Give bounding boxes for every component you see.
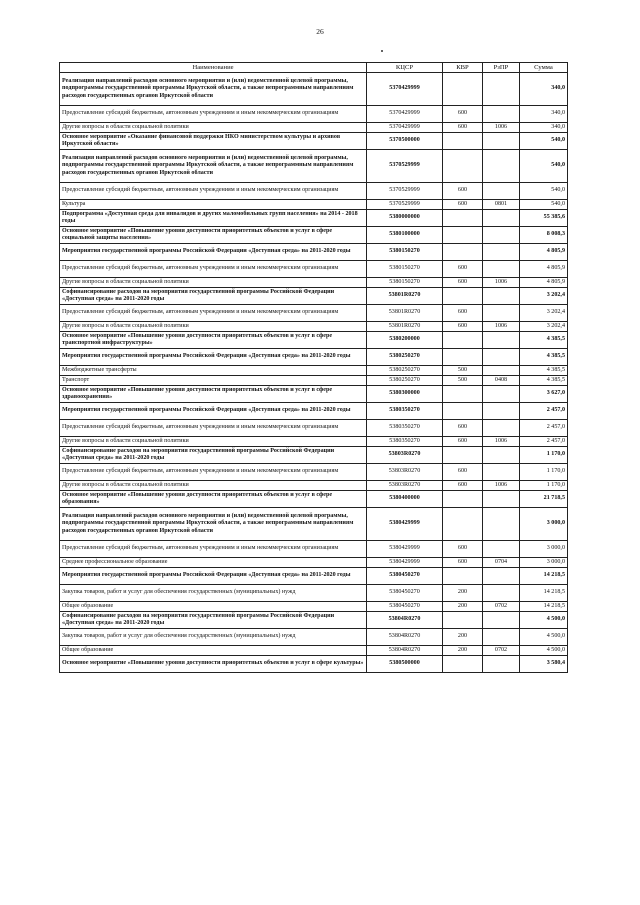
row-kcsr: 5380500000 <box>367 656 443 673</box>
row-name: Среднее профессиональное образование <box>60 558 367 568</box>
table-row <box>60 376 568 386</box>
row-rzpr <box>483 305 520 322</box>
row-name: Мероприятия государственной программы Российской Федерации «Доступная среда» на 2011-2020 годы <box>60 403 367 420</box>
row-kcsr: 5380250270 <box>367 376 443 386</box>
row-kcsr: 5380150270 <box>367 261 443 278</box>
row-name: Реализация направлений расходов основного мероприятия и (или) ведомственной целевой программы, подпрограммы государственной программы Иркутской области, а также непрограммным направлениям расходов государственных органов Иркутской области <box>60 508 367 541</box>
table-row <box>60 386 568 403</box>
row-kcsr: 53801R0270 <box>367 288 443 305</box>
row-kcsr: 5370429999 <box>367 123 443 133</box>
row-name: Закупка товаров, работ и услуг для обеспечения государственных (муниципальных) нужд <box>60 629 367 646</box>
table-row <box>60 133 568 150</box>
row-name: Софинансирование расходов на мероприятия государственной программы Российской Федерации «Доступная среда» на 2011-2020 годы <box>60 612 367 629</box>
table-row <box>60 261 568 278</box>
table-row <box>60 403 568 420</box>
row-rzpr <box>483 386 520 403</box>
row-kvr <box>443 386 483 403</box>
row-sum: 3 202,4 <box>520 322 568 332</box>
row-kcsr: 5380429999 <box>367 541 443 558</box>
table-row <box>60 322 568 332</box>
row-sum: 340,0 <box>520 73 568 106</box>
header-kcsr: КЦСР <box>367 63 443 73</box>
row-kvr: 600 <box>443 322 483 332</box>
row-kcsr: 5370429999 <box>367 106 443 123</box>
row-sum: 3 202,4 <box>520 288 568 305</box>
row-rzpr <box>483 150 520 183</box>
row-kvr <box>443 150 483 183</box>
row-kcsr: 5380300000 <box>367 386 443 403</box>
row-kvr: 200 <box>443 629 483 646</box>
table-row <box>60 447 568 464</box>
table-body <box>60 73 568 673</box>
row-kvr <box>443 73 483 106</box>
row-rzpr: 1006 <box>483 481 520 491</box>
row-sum: 4 385,5 <box>520 349 568 366</box>
row-sum: 4 385,5 <box>520 366 568 376</box>
row-rzpr <box>483 568 520 585</box>
row-kvr: 600 <box>443 437 483 447</box>
table-row <box>60 183 568 200</box>
row-name: Мероприятия государственной программы Российской Федерации «Доступная среда» на 2011-2020 годы <box>60 568 367 585</box>
row-sum: 4 500,0 <box>520 629 568 646</box>
table-row <box>60 437 568 447</box>
row-rzpr: 0408 <box>483 376 520 386</box>
row-kvr: 600 <box>443 420 483 437</box>
table-row <box>60 305 568 322</box>
table-row <box>60 150 568 183</box>
row-sum: 3 000,0 <box>520 558 568 568</box>
row-name: Предоставление субсидий бюджетным, автономным учреждениям и иным некоммерческим организациям <box>60 420 367 437</box>
row-name: Предоставление субсидий бюджетным, автономным учреждениям и иным некоммерческим организациям <box>60 106 367 123</box>
row-rzpr: 0702 <box>483 602 520 612</box>
row-name: Мероприятия государственной программы Российской Федерации «Доступная среда» на 2011-2020 годы <box>60 244 367 261</box>
row-name: Мероприятия государственной программы Российской Федерации «Доступная среда» на 2011-2020 годы <box>60 349 367 366</box>
row-rzpr <box>483 349 520 366</box>
row-sum: 2 457,0 <box>520 437 568 447</box>
row-name: Закупка товаров, работ и услуг для обеспечения государственных (муниципальных) нужд <box>60 585 367 602</box>
header-rzpr: РзПР <box>483 63 520 73</box>
row-name: Софинансирование расходов на мероприятия государственной программы Российской Федерации «Доступная среда» на 2011-2020 годы <box>60 447 367 464</box>
row-kcsr: 5370429999 <box>367 73 443 106</box>
row-sum: 340,0 <box>520 123 568 133</box>
row-name: Предоставление субсидий бюджетным, автономным учреждениям и иным некоммерческим организациям <box>60 305 367 322</box>
row-kvr <box>443 403 483 420</box>
row-name: Софинансирование расходов на мероприятия государственной программы Российской Федерации «Доступная среда» на 2011-2020 годы <box>60 288 367 305</box>
table-row <box>60 210 568 227</box>
row-rzpr: 1006 <box>483 322 520 332</box>
row-name: Подпрограмма «Доступная среда для инвалидов и других маломобильных групп населения» на 2014 - 2018 годы <box>60 210 367 227</box>
table-row <box>60 349 568 366</box>
row-kcsr: 5380150270 <box>367 278 443 288</box>
table-row <box>60 612 568 629</box>
row-rzpr <box>483 656 520 673</box>
row-kcsr: 5380400000 <box>367 491 443 508</box>
row-kvr <box>443 656 483 673</box>
row-kcsr: 5370529999 <box>367 150 443 183</box>
row-rzpr <box>483 629 520 646</box>
row-name: Основное мероприятие «Повышение уровня доступности приоритетных объектов и услуг в сфере образования» <box>60 491 367 508</box>
row-kvr: 600 <box>443 464 483 481</box>
row-name: Другие вопросы в области социальной политики <box>60 437 367 447</box>
row-kvr <box>443 612 483 629</box>
table-row <box>60 288 568 305</box>
row-kvr: 600 <box>443 305 483 322</box>
row-sum: 340,0 <box>520 106 568 123</box>
row-kcsr: 5380450270 <box>367 602 443 612</box>
row-rzpr <box>483 244 520 261</box>
row-rzpr <box>483 73 520 106</box>
row-sum: 540,0 <box>520 133 568 150</box>
row-kcsr: 53804R0270 <box>367 646 443 656</box>
row-kvr: 600 <box>443 481 483 491</box>
row-kvr <box>443 491 483 508</box>
row-rzpr <box>483 288 520 305</box>
row-name: Общее образование <box>60 646 367 656</box>
row-kvr <box>443 568 483 585</box>
table-header <box>60 63 568 73</box>
row-kcsr: 5380350270 <box>367 437 443 447</box>
table-row <box>60 602 568 612</box>
row-kcsr: 53804R0270 <box>367 612 443 629</box>
row-sum: 1 170,0 <box>520 447 568 464</box>
row-kvr <box>443 133 483 150</box>
row-name: Другие вопросы в области социальной политики <box>60 481 367 491</box>
row-rzpr: 0801 <box>483 200 520 210</box>
page-number: 26 <box>316 27 324 36</box>
row-sum: 14 218,5 <box>520 602 568 612</box>
row-kvr: 200 <box>443 646 483 656</box>
row-name: Реализация направлений расходов основного мероприятия и (или) ведомственной целевой программы, подпрограммы государственной программы Иркутской области, а также непрограммным направлениям расходов государственных органов Иркутской области <box>60 150 367 183</box>
row-sum: 3 627,0 <box>520 386 568 403</box>
row-kvr: 600 <box>443 123 483 133</box>
row-sum: 2 457,0 <box>520 420 568 437</box>
row-kvr: 600 <box>443 541 483 558</box>
row-kvr: 200 <box>443 585 483 602</box>
table-row <box>60 656 568 673</box>
table-row <box>60 106 568 123</box>
row-sum: 4 385,5 <box>520 376 568 386</box>
header-sum: Сумма <box>520 63 568 73</box>
row-kvr <box>443 349 483 366</box>
row-sum: 540,0 <box>520 150 568 183</box>
table-row <box>60 646 568 656</box>
table-row <box>60 420 568 437</box>
row-kvr <box>443 508 483 541</box>
scan-speck <box>381 50 383 52</box>
row-sum: 3 000,0 <box>520 508 568 541</box>
header-kvr: КВР <box>443 63 483 73</box>
row-kcsr: 5380450270 <box>367 585 443 602</box>
row-sum: 14 218,5 <box>520 585 568 602</box>
row-kvr <box>443 210 483 227</box>
row-rzpr <box>483 541 520 558</box>
row-rzpr: 0704 <box>483 558 520 568</box>
table-row <box>60 332 568 349</box>
row-rzpr: 1006 <box>483 437 520 447</box>
row-kcsr: 5380250270 <box>367 366 443 376</box>
row-sum: 14 218,5 <box>520 568 568 585</box>
table-row <box>60 73 568 106</box>
table-row <box>60 568 568 585</box>
row-kvr: 200 <box>443 602 483 612</box>
row-rzpr <box>483 464 520 481</box>
row-kvr: 600 <box>443 278 483 288</box>
row-kvr: 500 <box>443 366 483 376</box>
row-sum: 540,0 <box>520 183 568 200</box>
row-rzpr: 0702 <box>483 646 520 656</box>
row-rzpr <box>483 183 520 200</box>
row-kcsr: 5380000000 <box>367 210 443 227</box>
row-name: Реализация направлений расходов основного мероприятия и (или) ведомственной целевой программы, подпрограммы государственной программы Иркутской области, а также непрограммным направлениям расходов государственных органов Иркутской области <box>60 73 367 106</box>
row-rzpr: 1006 <box>483 278 520 288</box>
row-kcsr: 5370500000 <box>367 133 443 150</box>
row-kcsr: 5380100000 <box>367 227 443 244</box>
table-row <box>60 200 568 210</box>
row-name: Межбюджетные трансферты <box>60 366 367 376</box>
row-sum: 1 170,0 <box>520 464 568 481</box>
row-rzpr <box>483 261 520 278</box>
row-name: Культура <box>60 200 367 210</box>
row-kvr <box>443 332 483 349</box>
row-sum: 3 580,4 <box>520 656 568 673</box>
table-row <box>60 366 568 376</box>
row-name: Основное мероприятие «Повышение уровня доступности приоритетных объектов и услуг в сфере транспортной инфраструктуры» <box>60 332 367 349</box>
budget-table <box>59 62 568 673</box>
row-rzpr <box>483 447 520 464</box>
row-rzpr <box>483 227 520 244</box>
table-row <box>60 558 568 568</box>
row-kcsr: 5370529999 <box>367 183 443 200</box>
row-name: Другие вопросы в области социальной политики <box>60 123 367 133</box>
row-sum: 3 000,0 <box>520 541 568 558</box>
row-kcsr: 5380350270 <box>367 420 443 437</box>
row-kvr <box>443 227 483 244</box>
row-sum: 4 500,0 <box>520 612 568 629</box>
row-name: Транспорт <box>60 376 367 386</box>
row-kcsr: 53801R0270 <box>367 305 443 322</box>
table-row <box>60 278 568 288</box>
row-name: Основное мероприятие «Повышение уровня доступности приоритетных объектов и услуг в сфере здравоохранения» <box>60 386 367 403</box>
header-row <box>60 63 568 73</box>
row-name: Основное мероприятие «Повышение уровня доступности приоритетных объектов и услуг в сфере культуры» <box>60 656 367 673</box>
row-kcsr: 5380450270 <box>367 568 443 585</box>
row-kvr: 500 <box>443 376 483 386</box>
row-name: Предоставление субсидий бюджетным, автономным учреждениям и иным некоммерческим организациям <box>60 261 367 278</box>
table-row <box>60 481 568 491</box>
row-rzpr <box>483 508 520 541</box>
row-kvr: 600 <box>443 558 483 568</box>
row-sum: 2 457,0 <box>520 403 568 420</box>
row-rzpr <box>483 106 520 123</box>
table-row <box>60 585 568 602</box>
row-sum: 1 170,0 <box>520 481 568 491</box>
row-name: Другие вопросы в области социальной политики <box>60 322 367 332</box>
header-name: Наименование <box>60 63 367 73</box>
row-rzpr: 1006 <box>483 123 520 133</box>
row-kcsr: 5380150270 <box>367 244 443 261</box>
row-sum: 4 805,9 <box>520 244 568 261</box>
row-rzpr <box>483 210 520 227</box>
row-name: Основное мероприятие «Повышение уровня доступности приоритетных объектов и услуг в сфере социальной защиты населения» <box>60 227 367 244</box>
row-name: Другие вопросы в области социальной политики <box>60 278 367 288</box>
row-sum: 4 500,0 <box>520 646 568 656</box>
row-kvr: 600 <box>443 200 483 210</box>
row-rzpr <box>483 133 520 150</box>
row-kcsr: 5380200000 <box>367 332 443 349</box>
row-sum: 4 805,9 <box>520 278 568 288</box>
row-sum: 8 008,3 <box>520 227 568 244</box>
row-rzpr <box>483 491 520 508</box>
table-row <box>60 508 568 541</box>
row-sum: 21 718,5 <box>520 491 568 508</box>
row-rzpr <box>483 612 520 629</box>
row-sum: 4 805,9 <box>520 261 568 278</box>
row-sum: 3 202,4 <box>520 305 568 322</box>
row-kcsr: 53801R0270 <box>367 322 443 332</box>
row-name: Общее образование <box>60 602 367 612</box>
row-kvr: 600 <box>443 106 483 123</box>
row-sum: 540,0 <box>520 200 568 210</box>
row-sum: 55 385,6 <box>520 210 568 227</box>
table-row <box>60 541 568 558</box>
row-kcsr: 5380429999 <box>367 558 443 568</box>
table-row <box>60 491 568 508</box>
table-row <box>60 464 568 481</box>
table-row <box>60 629 568 646</box>
row-name: Предоставление субсидий бюджетным, автономным учреждениям и иным некоммерческим организациям <box>60 541 367 558</box>
table-row <box>60 244 568 261</box>
row-kcsr: 5380250270 <box>367 349 443 366</box>
row-kvr <box>443 447 483 464</box>
row-kvr: 600 <box>443 183 483 200</box>
row-rzpr <box>483 403 520 420</box>
table-row <box>60 227 568 244</box>
row-name: Основное мероприятие «Оказание финансовой поддержки НКО министерством культуры и архивов Иркутской области» <box>60 133 367 150</box>
row-sum: 4 385,5 <box>520 332 568 349</box>
row-rzpr <box>483 366 520 376</box>
row-kcsr: 53803R0270 <box>367 464 443 481</box>
row-rzpr <box>483 585 520 602</box>
row-name: Предоставление субсидий бюджетным, автономным учреждениям и иным некоммерческим организациям <box>60 183 367 200</box>
row-kvr <box>443 244 483 261</box>
row-rzpr <box>483 332 520 349</box>
row-kvr: 600 <box>443 261 483 278</box>
row-name: Предоставление субсидий бюджетным, автономным учреждениям и иным некоммерческим организациям <box>60 464 367 481</box>
row-kcsr: 53804R0270 <box>367 629 443 646</box>
row-kcsr: 53803R0270 <box>367 447 443 464</box>
row-kcsr: 53803R0270 <box>367 481 443 491</box>
row-kcsr: 5370529999 <box>367 200 443 210</box>
row-kcsr: 5380429999 <box>367 508 443 541</box>
row-kcsr: 5380350270 <box>367 403 443 420</box>
row-kvr <box>443 288 483 305</box>
row-rzpr <box>483 420 520 437</box>
table-row <box>60 123 568 133</box>
